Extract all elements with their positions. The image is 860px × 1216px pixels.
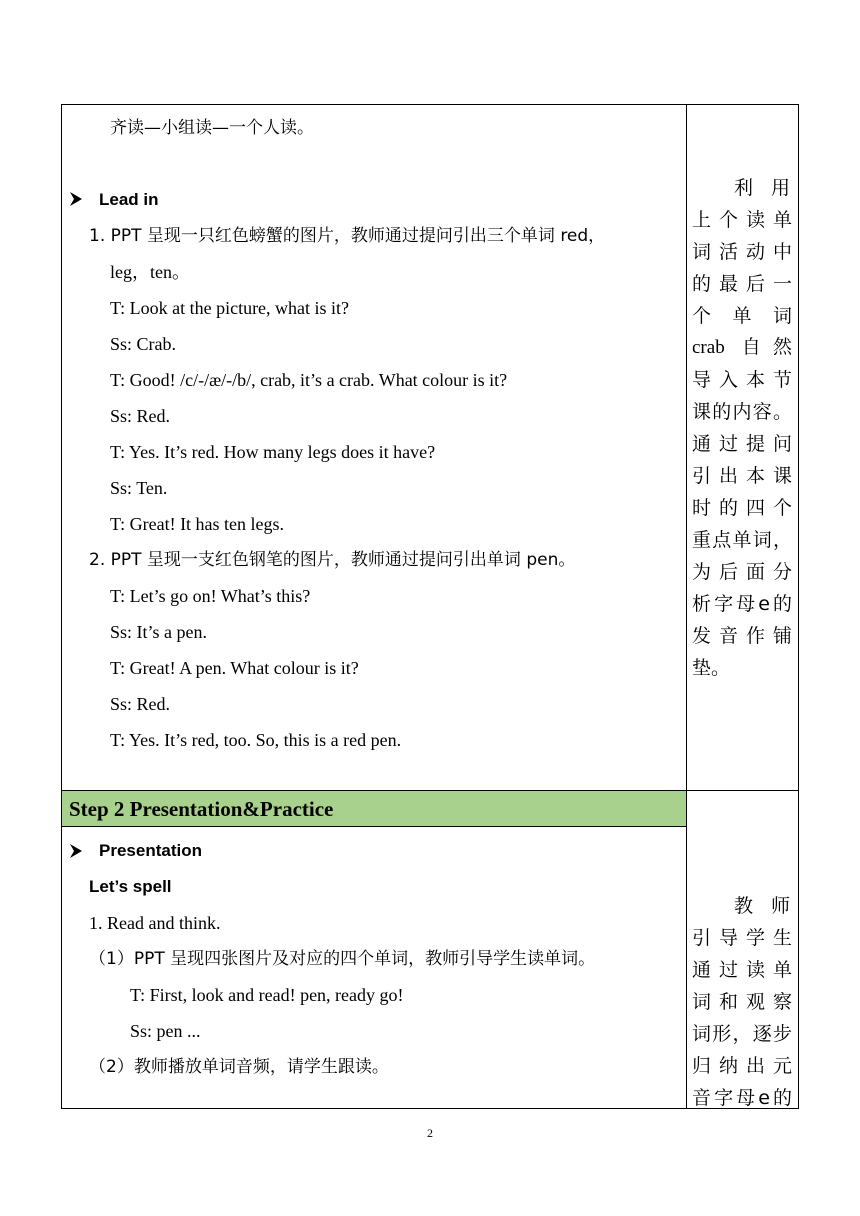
dialog-line: T: Look at the picture, what is it?: [110, 298, 350, 318]
dialog-line: T: Good! /c/-/æ/-/b/, crab, it’s a crab. What colour is it?: [110, 370, 508, 390]
dialog-line: T: Let’s go on! What’s this?: [110, 586, 311, 606]
note-line: 归纳出元: [692, 1055, 792, 1077]
note-line: 课的内容。: [692, 401, 792, 423]
lead-in-item-1-continued: leg，ten。: [110, 262, 190, 282]
note-line: 的最后一: [692, 273, 792, 295]
presentation-heading: Presentation: [99, 841, 202, 860]
dialog-line: Ss: Ten.: [110, 478, 168, 498]
note-line: 为后面分: [692, 561, 792, 583]
note-line: 词形，逐步: [692, 1023, 792, 1045]
note-line: 词活动中: [692, 241, 792, 263]
note-line: 上个读单: [692, 209, 792, 231]
note-line: 析字母e的: [692, 593, 792, 615]
dialog-line: Ss: It’s a pen.: [110, 622, 207, 642]
intro-text: 齐读—小组读—一个人读。: [110, 118, 314, 138]
note-line: 引出本课: [692, 465, 792, 487]
note-line: 重点单词，: [692, 529, 792, 551]
lets-spell-heading: Let’s spell: [89, 877, 172, 896]
note-line: 时的四个: [692, 497, 792, 519]
note-line: 通过读单: [692, 959, 792, 981]
step-sub-2: （2）教师播放单词音频，请学生跟读。: [89, 1057, 389, 1077]
read-and-think: 1. Read and think.: [89, 913, 221, 933]
note-line: 个 单 词: [692, 305, 792, 327]
note-line: crab 自然: [692, 337, 792, 358]
dialog-line: T: Yes. It’s red. How many legs does it have?: [110, 442, 436, 462]
page-number: 2: [427, 1126, 433, 1140]
note-line: 词和观察: [692, 991, 792, 1013]
step-2-header: Step 2 Presentation&Practice: [62, 791, 686, 827]
dialog-line: T: First, look and read! pen, ready go!: [130, 985, 404, 1005]
note-line: 教 师: [734, 895, 790, 917]
column-divider: [686, 104, 687, 1109]
arrow-bullet-icon: [70, 844, 82, 858]
dialog-line: T: Great! It has ten legs.: [110, 514, 285, 534]
note-line: 利 用: [734, 177, 790, 199]
note-line: 引导学生: [692, 927, 792, 949]
dialog-line: Ss: Crab.: [110, 334, 177, 354]
lead-in-item-2: 2. PPT 呈现一支红色钢笔的图片，教师通过提问引出单词 pen。: [89, 550, 576, 570]
dialog-line: Ss: Red.: [110, 406, 171, 426]
arrow-bullet-icon: [70, 192, 82, 206]
note-line: 垫。: [692, 657, 731, 679]
lead-in-heading: Lead in: [99, 190, 159, 209]
dialog-line: T: Great! A pen. What colour is it?: [110, 658, 359, 678]
note-line: 音字母e的: [692, 1087, 792, 1109]
note-line: 导入本节: [692, 369, 792, 391]
step-sub-1: （1）PPT 呈现四张图片及对应的四个单词，教师引导学生读单词。: [89, 949, 596, 969]
dialog-line: Ss: Red.: [110, 694, 171, 714]
note-line: 通过提问: [692, 433, 792, 455]
note-line: 发音作铺: [692, 625, 792, 647]
lead-in-item-1: 1. PPT 呈现一只红色螃蟹的图片，教师通过提问引出三个单词 red，: [89, 226, 606, 246]
dialog-line: T: Yes. It’s red, too. So, this is a red pen.: [110, 730, 402, 750]
dialog-line: Ss: pen ...: [130, 1021, 201, 1041]
